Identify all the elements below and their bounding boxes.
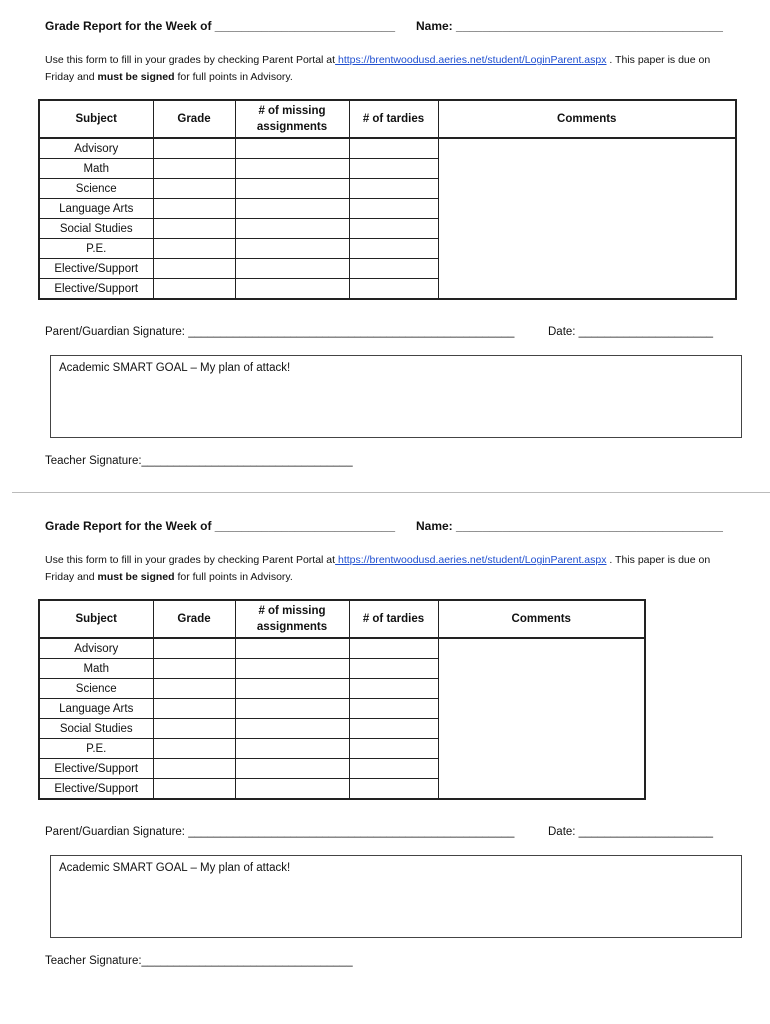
tardies-cell[interactable]	[349, 219, 438, 239]
intro-text-after: . This paper is due on Friday and	[45, 554, 711, 583]
subject-cell: Advisory	[39, 638, 153, 659]
tardies-cell[interactable]	[349, 779, 438, 800]
missing-cell[interactable]	[235, 719, 349, 739]
tardies-cell[interactable]	[349, 759, 438, 779]
subject-cell: Language Arts	[39, 199, 153, 219]
subject-cell: Social Studies	[39, 719, 153, 739]
grade-cell[interactable]	[153, 638, 235, 659]
grade-cell[interactable]	[153, 659, 235, 679]
tardies-cell[interactable]	[349, 739, 438, 759]
grade-cell[interactable]	[153, 279, 235, 300]
subject-cell: Math	[39, 159, 153, 179]
form-title: Grade Report for the Week of ___________________________	[45, 19, 395, 33]
grade-cell[interactable]	[153, 699, 235, 719]
comments-cell[interactable]	[438, 638, 645, 799]
missing-cell[interactable]	[235, 219, 349, 239]
intro-text-after: . This paper is due on Friday and	[45, 54, 711, 83]
missing-cell[interactable]	[235, 159, 349, 179]
smart-goal-label: Academic SMART GOAL – My plan of attack!	[59, 862, 291, 874]
missing-cell[interactable]	[235, 699, 349, 719]
instructions	[45, 52, 735, 86]
grade-cell[interactable]	[153, 239, 235, 259]
missing-cell[interactable]	[235, 199, 349, 219]
grade-cell[interactable]	[153, 759, 235, 779]
missing-cell[interactable]	[235, 259, 349, 279]
parent-signature-line[interactable]: Parent/Guardian Signature: ___________________________________________________	[45, 826, 515, 838]
subject-cell: Elective/Support	[39, 279, 153, 300]
intro-emphasis: must be signed	[97, 71, 175, 83]
grade-cell[interactable]	[153, 138, 235, 159]
tardies-cell[interactable]	[349, 159, 438, 179]
grade-cell[interactable]	[153, 739, 235, 759]
subject-cell: Advisory	[39, 138, 153, 159]
missing-cell[interactable]	[235, 739, 349, 759]
tardies-cell[interactable]	[349, 699, 438, 719]
instructions	[45, 552, 735, 586]
missing-cell[interactable]	[235, 239, 349, 259]
missing-cell[interactable]	[235, 659, 349, 679]
subject-cell: Language Arts	[39, 699, 153, 719]
date-line[interactable]: Date: _____________________	[548, 326, 713, 338]
tardies-cell[interactable]	[349, 719, 438, 739]
grade-report-form-1	[0, 0, 770, 500]
date-line[interactable]: Date: _____________________	[548, 826, 713, 838]
subject-cell: Elective/Support	[39, 259, 153, 279]
subject-cell: P.E.	[39, 739, 153, 759]
tardies-cell[interactable]	[349, 199, 438, 219]
grade-header: Grade	[153, 100, 235, 138]
table-header-row	[39, 600, 645, 638]
missing-header: # of missing assignments	[235, 600, 349, 638]
intro-emphasis: must be signed	[97, 571, 175, 583]
grade-cell[interactable]	[153, 679, 235, 699]
smart-goal-label: Academic SMART GOAL – My plan of attack!	[59, 362, 291, 374]
subject-cell: Science	[39, 179, 153, 199]
tardies-cell[interactable]	[349, 138, 438, 159]
tardies-cell[interactable]	[349, 638, 438, 659]
missing-cell[interactable]	[235, 279, 349, 300]
grade-report-form-2	[0, 500, 770, 1000]
grade-cell[interactable]	[153, 199, 235, 219]
parent-signature-line[interactable]: Parent/Guardian Signature: ___________________________________________________	[45, 326, 515, 338]
subject-header: Subject	[39, 600, 153, 638]
form-title: Grade Report for the Week of ___________________________	[45, 519, 395, 533]
grade-cell[interactable]	[153, 219, 235, 239]
grades-table	[38, 599, 646, 800]
comments-header: Comments	[438, 600, 645, 638]
missing-cell[interactable]	[235, 138, 349, 159]
subject-cell: Elective/Support	[39, 759, 153, 779]
parent-portal-link[interactable]: https://brentwoodusd.aeries.net/student/LoginParent.aspx	[335, 554, 607, 566]
tardies-cell[interactable]	[349, 259, 438, 279]
comments-header: Comments	[438, 100, 736, 138]
tardies-cell[interactable]	[349, 279, 438, 300]
tardies-cell[interactable]	[349, 239, 438, 259]
missing-cell[interactable]	[235, 638, 349, 659]
intro-text: Use this form to fill in your grades by checking Parent Portal at	[45, 554, 336, 566]
grade-cell[interactable]	[153, 179, 235, 199]
intro-text-end: for full points in Advisory.	[174, 71, 293, 83]
subject-header: Subject	[39, 100, 153, 138]
subject-cell: Social Studies	[39, 219, 153, 239]
subject-cell: Math	[39, 659, 153, 679]
cut-line-divider	[12, 492, 770, 493]
subject-cell: Elective/Support	[39, 779, 153, 800]
name-line: Name: ________________________________________	[416, 19, 723, 33]
grade-header: Grade	[153, 600, 235, 638]
grades-table	[38, 99, 737, 300]
missing-cell[interactable]	[235, 759, 349, 779]
table-row	[39, 138, 736, 159]
tardies-header: # of tardies	[349, 100, 438, 138]
table-header-row	[39, 100, 736, 138]
intro-text: Use this form to fill in your grades by checking Parent Portal at	[45, 54, 336, 66]
parent-portal-link[interactable]: https://brentwoodusd.aeries.net/student/LoginParent.aspx	[335, 54, 607, 66]
tardies-cell[interactable]	[349, 179, 438, 199]
grade-cell[interactable]	[153, 779, 235, 800]
teacher-signature-line[interactable]: Teacher Signature:_________________________________	[45, 955, 353, 967]
grade-cell[interactable]	[153, 259, 235, 279]
intro-text-end: for full points in Advisory.	[174, 571, 293, 583]
grade-cell[interactable]	[153, 719, 235, 739]
teacher-signature-line[interactable]: Teacher Signature:_________________________________	[45, 455, 353, 467]
subject-cell: P.E.	[39, 239, 153, 259]
smart-goal-box[interactable]	[50, 855, 742, 938]
tardies-cell[interactable]	[349, 679, 438, 699]
missing-cell[interactable]	[235, 679, 349, 699]
missing-cell[interactable]	[235, 179, 349, 199]
subject-cell: Science	[39, 679, 153, 699]
grade-cell[interactable]	[153, 159, 235, 179]
missing-cell[interactable]	[235, 779, 349, 800]
comments-cell[interactable]	[438, 138, 736, 299]
tardies-cell[interactable]	[349, 659, 438, 679]
tardies-header: # of tardies	[349, 600, 438, 638]
smart-goal-box[interactable]	[50, 355, 742, 438]
table-row	[39, 638, 645, 659]
name-line: Name: ________________________________________	[416, 519, 723, 533]
missing-header: # of missing assignments	[235, 100, 349, 138]
